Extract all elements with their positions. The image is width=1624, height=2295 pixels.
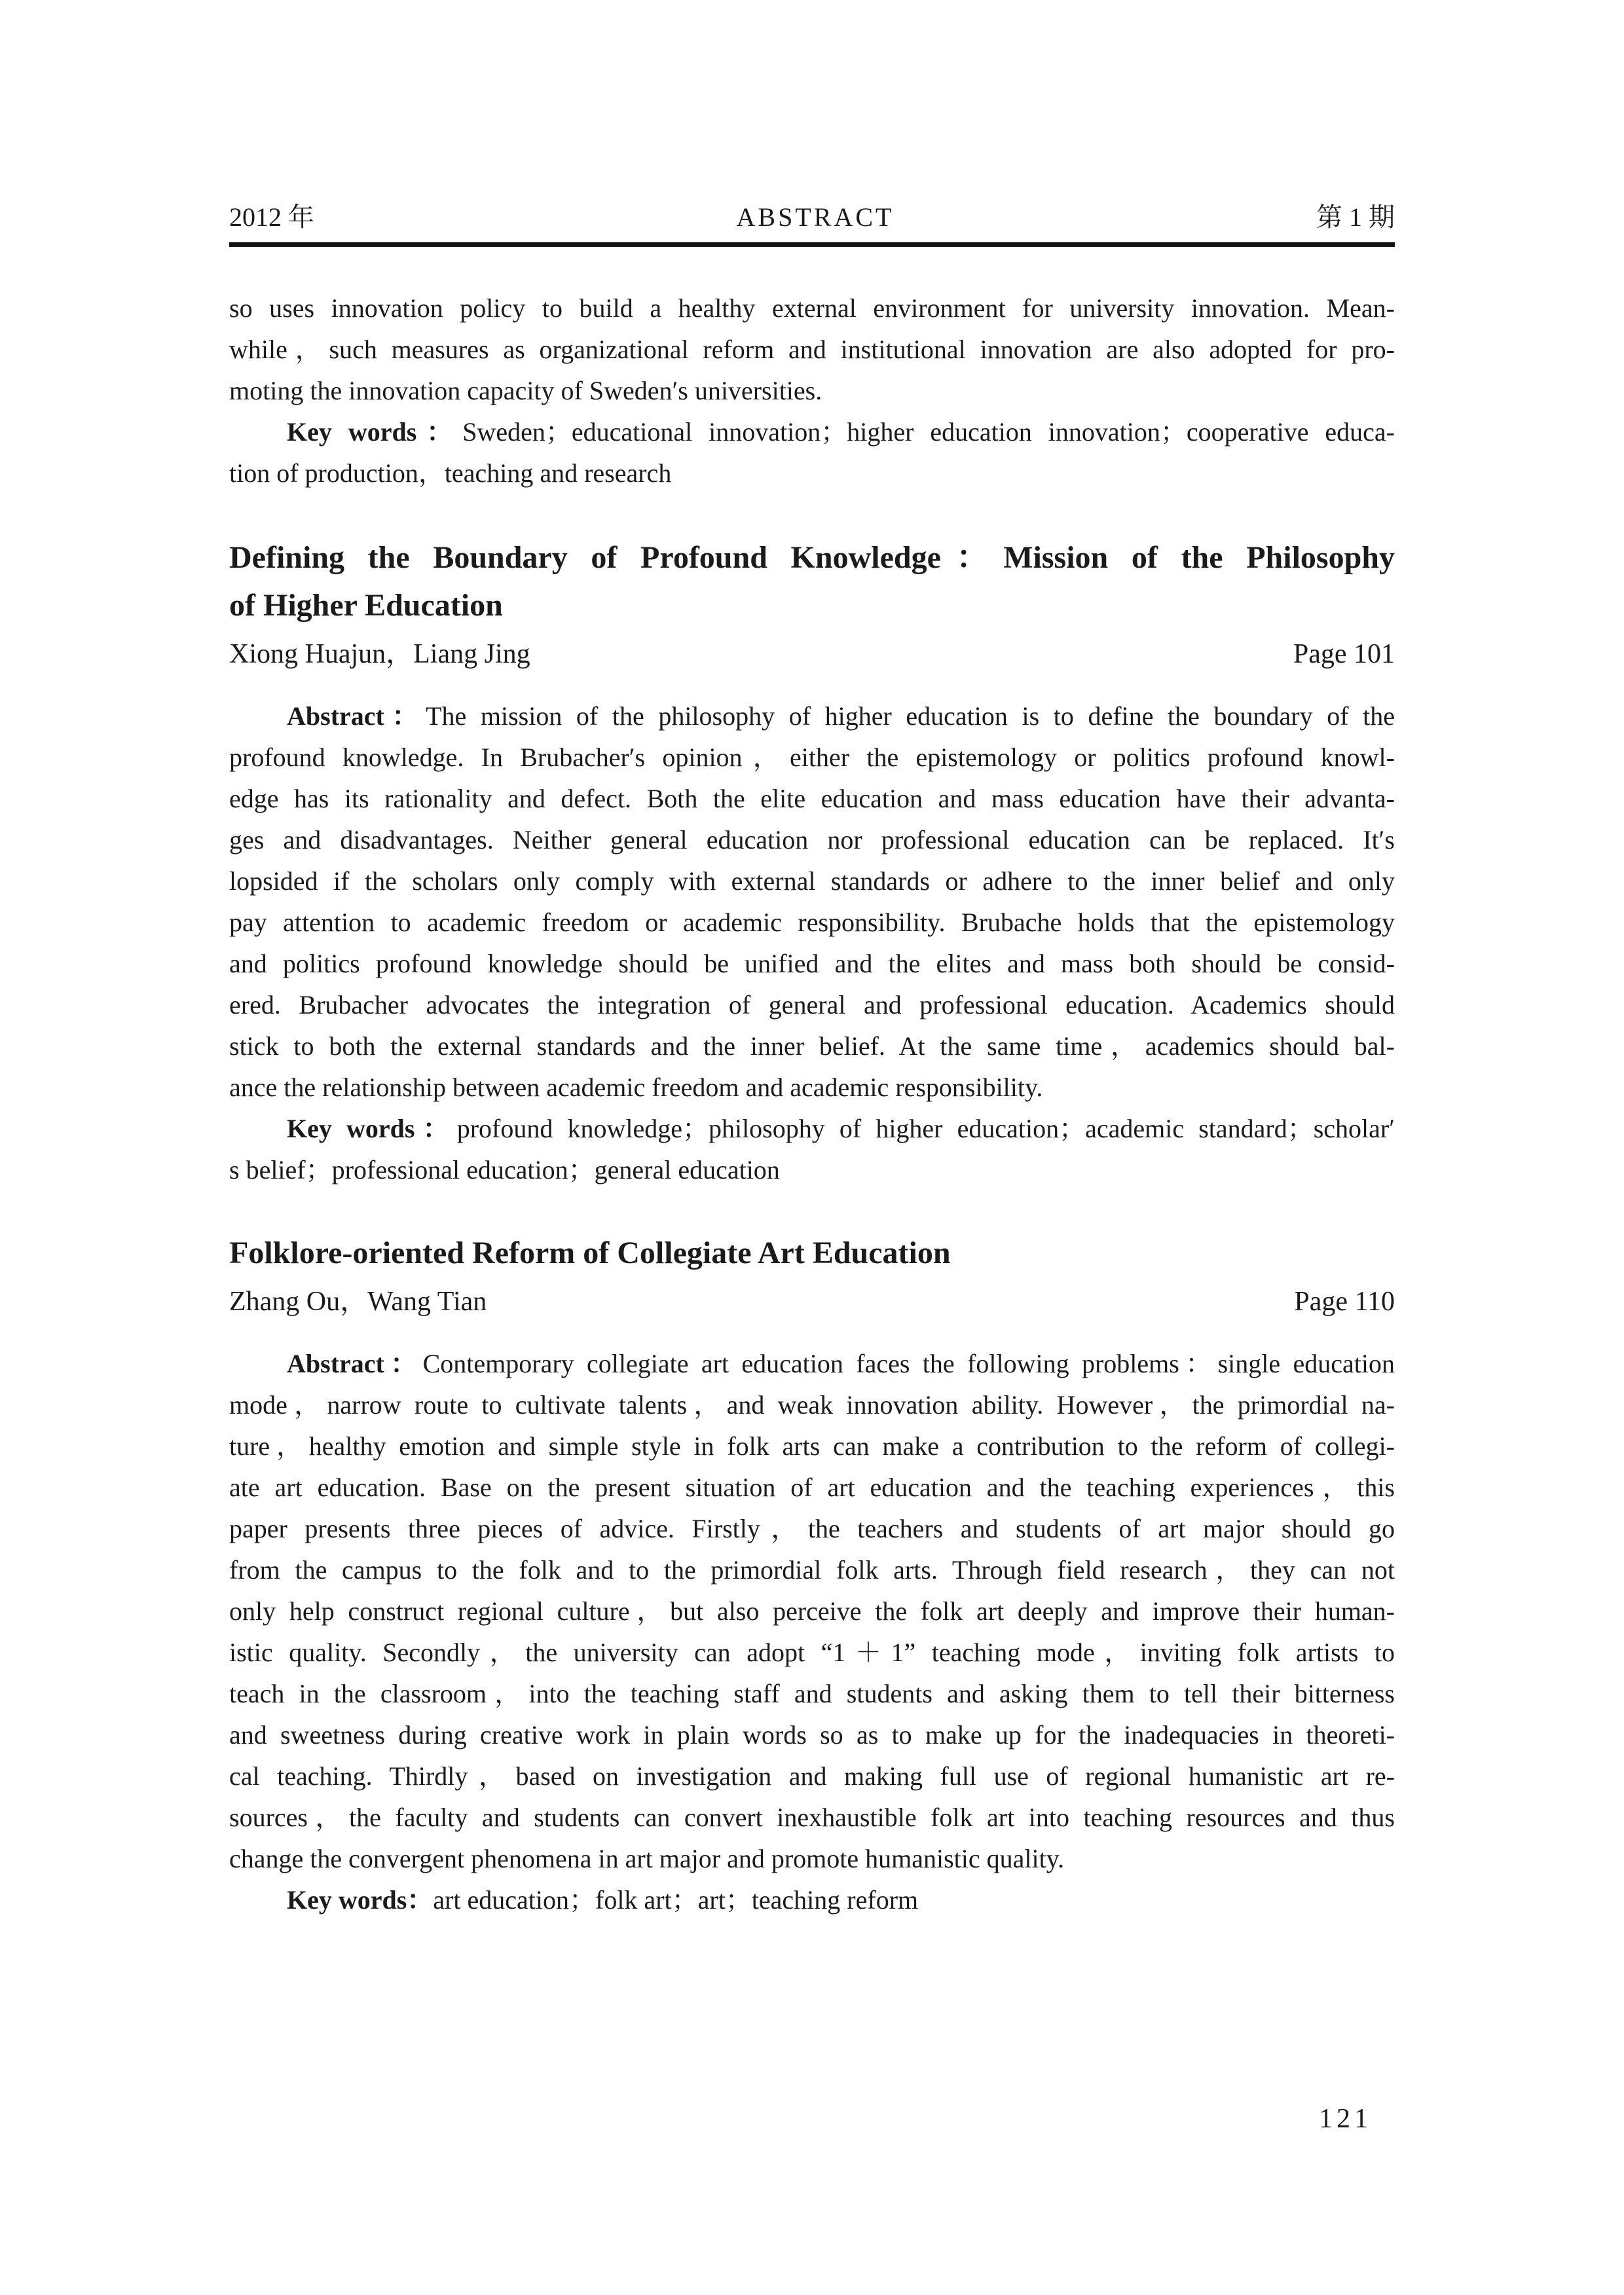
text-line: only help construct regional culture，but also perceive the folk art deeply and improve their human- [229,1596,1395,1626]
abstract-first-line [229,695,1395,737]
keywords-label: Key words： [287,1885,434,1915]
text-line: ges and disadvantages. Neither general education nor professional education can be replaced. It′s [229,825,1395,854]
text-line: ance the relationship between academic freedom and academic responsibility. [229,1073,1043,1102]
keywords-first-line [229,1108,1395,1149]
text-line: edge has its rationality and defect. Both the elite education and mass education have their advanta- [229,784,1395,813]
text-line: while，such measures as organizational reform and institutional innovation are also adopted for pro- [229,335,1395,364]
keywords-text: art education；folk art；art；teaching reform [433,1885,919,1915]
text-line: pay attention to academic freedom or academic responsibility. Brubache holds that the epistemology [229,908,1395,937]
text-line: mode，narrow route to cultivate talents，and weak innovation ability. However，the primordial na- [229,1390,1395,1420]
header-issue: 第 1 期 [1316,202,1395,232]
article2-title [229,1229,1395,1277]
text-line: profound knowledge. In Brubacher′s opinion，either the epistemology or politics profound knowl- [229,743,1395,772]
keywords-first-line [229,411,1395,452]
text-line: ture，healthy emotion and simple style in folk arts can make a contribution to the reform of collegi- [229,1431,1395,1461]
header-rule [229,242,1395,247]
article1-title-line2: of Higher Education [229,588,503,623]
text-line: paper presents three pieces of advice. Firstly，the teachers and students of art major should go [229,1514,1395,1543]
text-line: change the convergent phenomena in art major and promote humanistic quality. [229,1844,1065,1873]
text-line: from the campus to the folk and to the primordial folk arts. Through field research，they can not [229,1555,1395,1585]
keywords-label: Key words： [287,1114,457,1143]
page-title: ABSTRACT [736,202,895,232]
text-line: ate art education. Base on the present situation of art education and the teaching experiences，this [229,1473,1395,1502]
text-line: moting the innovation capacity of Sweden′s universities. [229,376,822,405]
text-line: stick to both the external standards and the inner belief. At the same time，academics should bal- [229,1031,1395,1061]
article1-abstract [229,695,1395,1190]
text-line: teach in the classroom，into the teaching staff and students and asking them to tell their bitterness [229,1679,1395,1708]
text-line: and sweetness during creative work in plain words so as to make up for the inadequacies in theoreti- [229,1720,1395,1750]
text-line: cal teaching. Thirdly，based on investigation and making full use of regional humanistic art re- [229,1761,1395,1791]
text-line: so uses innovation policy to build a healthy external environment for university innovation. Mean- [229,293,1395,323]
keywords-text: Sweden；educational innovation；higher education innovation；cooperative educa- [462,417,1395,447]
text-line: and politics profound knowledge should be unified and the elites and mass both should be consid- [229,949,1395,978]
keywords-last-line: s belief；professional education；general education [229,1155,780,1184]
keywords-label: Key words： [287,417,463,447]
article1-authors: Xiong Huajun，Liang Jing [229,639,530,669]
article1-page-ref: Page 101 [1293,639,1395,669]
abstract-text: Contemporary collegiate art education faces the following problems：single education [422,1349,1395,1378]
intro-continuation [229,287,1395,494]
header-year: 2012 年 [229,202,314,232]
keywords-last-line: tion of production，teaching and research [229,458,672,488]
article1-title [229,534,1395,629]
text-line: ered. Brubacher advocates the integration of general and professional education. Academics should [229,990,1395,1019]
article2-authors: Zhang Ou，Wang Tian [229,1287,487,1317]
text-line: sources，the faculty and students can convert inexhaustible folk art into teaching resources and thus [229,1803,1395,1832]
abstract-text: The mission of the philosophy of higher education is to define the boundary of the [426,701,1395,731]
article1-byline [229,634,1395,675]
article1-title-line1: Defining the Boundary of Profound Knowledge：Mission of the Philosophy [229,540,1395,575]
abstract-first-line [229,1343,1395,1384]
keywords-text: profound knowledge；philosophy of higher education；academic standard；scholar′ [456,1114,1395,1143]
text-line: istic quality. Secondly，the university can adopt “1＋1” teaching mode，inviting folk artists to [229,1638,1395,1667]
page-number: 121 [1319,2104,1372,2134]
abstract-label: Abstract： [287,1349,423,1378]
article2-page-ref: Page 110 [1294,1287,1395,1317]
abstract-label: Abstract： [287,701,426,731]
running-head [229,203,1395,232]
text-line: lopsided if the scholars only comply with external standards or adhere to the inner belief and only [229,866,1395,896]
article2-title-line1: Folklore-oriented Reform of Collegiate Art Education [229,1236,951,1270]
article2-abstract [229,1343,1395,1920]
keywords-line [229,1879,1395,1920]
article2-byline [229,1281,1395,1323]
